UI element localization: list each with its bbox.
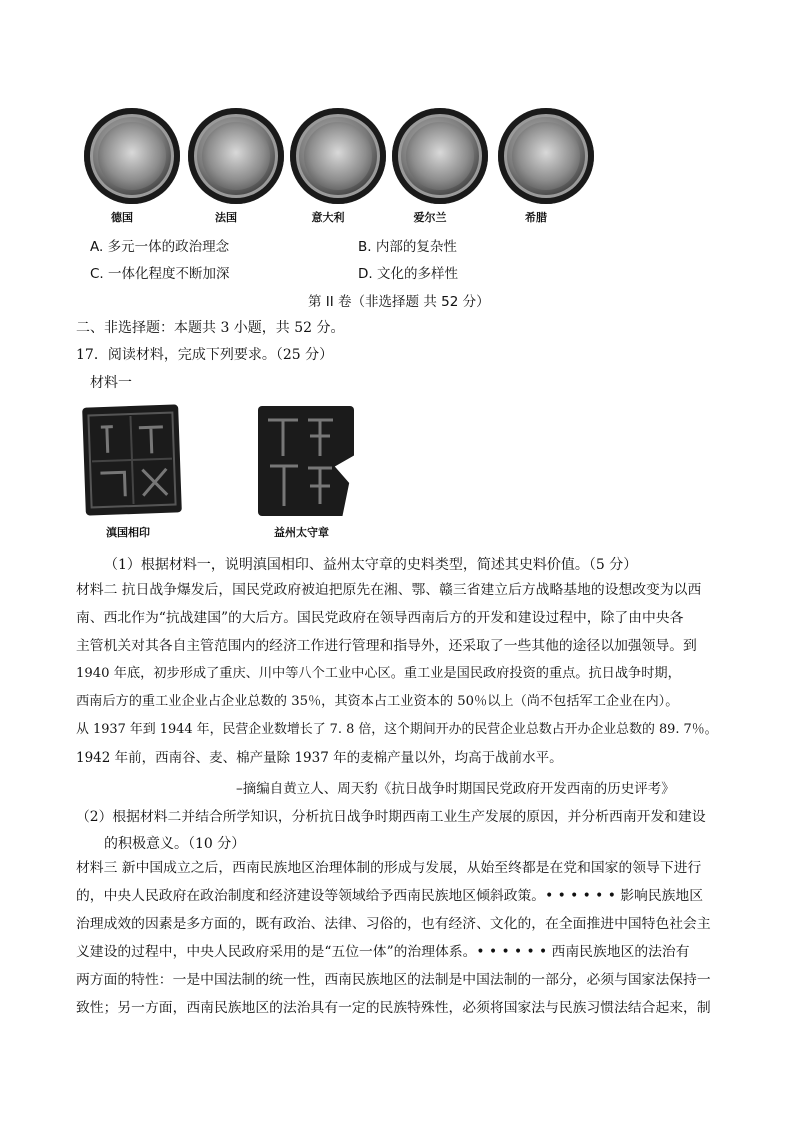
material-2-line: 1940 年底，初步形成了重庆、川中等八个工业中心区。重工业是国民政府投资的重点。抗日战争时期， [76, 666, 681, 681]
coin-caption: 法国 [215, 211, 237, 224]
material-3-line: 的，中央人民政府在政治制度和经济建设等领域给予西南民族地区倾斜政策。• • • • • • 影响民族地区 [76, 888, 704, 904]
coin-ireland-image [392, 108, 488, 204]
option-a: A. 多元一体的政治理念 [90, 239, 230, 255]
coin-caption: 希腊 [525, 211, 547, 224]
coin-caption: 意大利 [311, 211, 345, 224]
seal-dianguo-image [82, 404, 182, 515]
option-c: C. 一体化程度不断加深 [90, 266, 230, 282]
sub-question-1: （1）根据材料一，说明滇国相印、益州太守章的史料类型，简述其史料价值。（5 分） [104, 557, 638, 573]
coin-caption: 爱尔兰 [413, 211, 447, 224]
coin-germany-image [84, 108, 180, 204]
material-2-line: 西南后方的重工业企业占企业总数的 35％，其资本占工业资本的 50％以上（尚不包括军工企业在内）。 [76, 694, 679, 709]
section-title: 第 II 卷（非选择题 共 52 分） [308, 294, 490, 310]
seal-caption: 滇国相印 [106, 526, 150, 539]
sub-question-2: （2）根据材料二并结合所学知识，分析抗日战争时期西南工业生产发展的原因，并分析西南开发和建设 [76, 809, 706, 825]
coin-italy-image [290, 108, 386, 204]
material-2-line: 南、西北作为“抗战建国”的大后方。国民党政府在领导西南后方的开发和建设过程中，除了由中央各 [76, 610, 684, 626]
material-2-line: 从 1937 年到 1944 年，民营企业数增长了 7. 8 倍，这个期间开办的民营企业总数占开办企业总数的 89. 7％。 [76, 722, 718, 737]
material-2-line: 主管机关对其各自主管范围内的经济工作进行管理和指导外，还采取了一些其他的途径以加强领导。到 [76, 638, 697, 654]
material-3-line: 义建设的过程中，中央人民政府采用的是“五位一体”的治理体系。• • • • • • 西南民族地区的法治有 [76, 944, 690, 960]
material-3-line: 致性；另一方面，西南民族地区的法治具有一定的民族特殊性，必须将国家法与民族习惯法结合起来，制 [76, 1000, 711, 1016]
seal-caption: 益州太守章 [274, 526, 329, 539]
coin-caption: 德国 [111, 211, 133, 224]
material-2-line: 1942 年前，西南谷、麦、棉产量除 1937 年的麦棉产量以外，均高于战前水平。 [76, 750, 563, 766]
material-3-line: 治理成效的因素是多方面的，既有政治、法律、习俗的，也有经济、文化的，在全面推进中国特色社会主 [76, 916, 711, 932]
material-1-label: 材料一 [90, 375, 132, 391]
coin-france-image [188, 108, 284, 204]
material-3-line: 两方面的特性：一是中国法制的统一性，西南民族地区的法制是中国法制的一部分，必须与国家法保持一 [76, 972, 711, 988]
material-2-line: 材料二 抗日战争爆发后，国民党政府被迫把原先在湘、鄂、赣三省建立后方战略基地的设想改变为以西 [76, 582, 702, 598]
question-17-heading: 17．阅读材料，完成下列要求。（25 分） [76, 347, 334, 363]
material-2-source: –摘编自黄立人、周天豹《抗日战争时期国民党政府开发西南的历史评考》 [236, 781, 675, 797]
section-instruction: 二、非选择题：本题共 3 小题，共 52 分。 [76, 320, 345, 336]
option-d: D. 文化的多样性 [358, 266, 458, 282]
material-3-line: 材料三 新中国成立之后，西南民族地区治理体制的形成与发展，从始至终都是在党和国家的领导下进行 [76, 860, 702, 876]
seal-yizhou-image [258, 406, 354, 516]
option-b: B. 内部的复杂性 [358, 239, 457, 255]
sub-question-2-cont: 的积极意义。（10 分） [104, 836, 246, 852]
coin-greece-image [498, 108, 594, 204]
